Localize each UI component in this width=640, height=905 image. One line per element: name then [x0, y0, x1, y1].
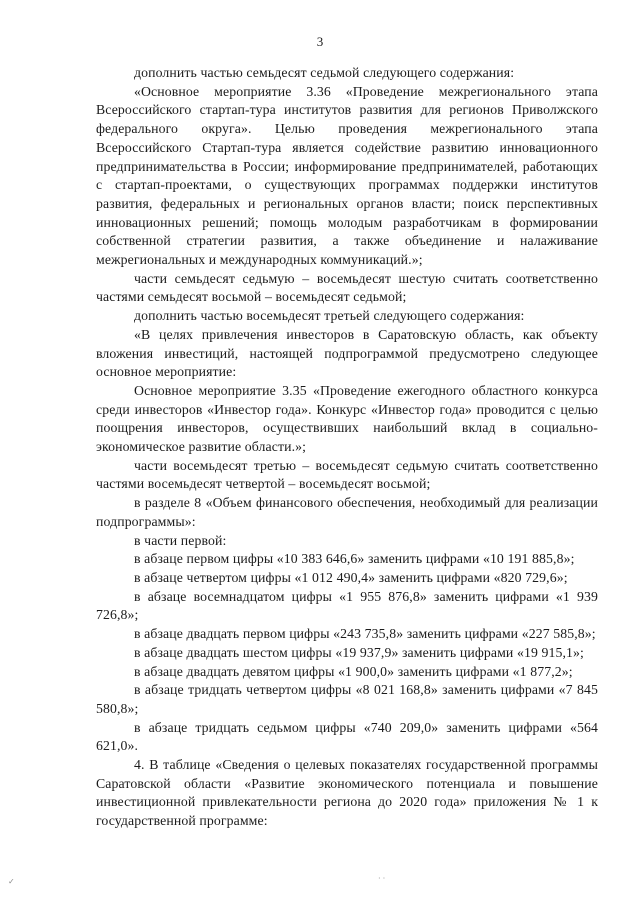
paragraph-amendment-29: в абзаце двадцать девятом цифры «1 900,0» заменить цифрами «1 877,2»; — [134, 663, 573, 679]
document-body — [96, 64, 598, 831]
paragraph-amendment-34: в абзаце тридцать четвертом цифры «8 021 168,8» заменить цифрами «7 845 580,8»; — [96, 682, 598, 716]
paragraph-measure-3-36: «Основное мероприятие 3.36 «Проведение межрегионального этапа Всероссийского стартап-тура институтов развития для регионов Приволжского федерального округа». Целью проведения межрегионального этапа Всероссийского Стартап-тура является содействие развитию инновационного предпринимательства в России; информирование предпринимателей, работающих с стартап-проектами, о существующих программах поддержки институтов развития, федеральных и региональных органов власти; поиск перспективных инновационных решений; помощь молодым разработчикам в формировании собственной стратегии развития, а также объединение и налаживание межрегиональных и международных коммуникаций.»; — [96, 83, 598, 268]
paragraph-amendment-37: в абзаце тридцать седьмом цифры «740 209,0» заменить цифрами «564 621,0». — [96, 719, 598, 754]
paragraph-investors-intro: «В целях привлечения инвесторов в Саратовскую область, как объекту вложения инвестиций, настоящей подпрограммой предусмотрено следующее основное мероприятие: — [96, 326, 598, 380]
paragraph-amendment-18: в абзаце восемнадцатом цифры «1 955 876,8» заменить цифрами «1 939 726,8»; — [96, 588, 598, 623]
paragraph-amendment-4: в абзаце четвертом цифры «1 012 490,4» заменить цифрами «820 729,6»; — [134, 569, 568, 585]
paragraph-addition-83: дополнить частью восемьдесят третьей следующего содержания: — [134, 308, 525, 324]
paragraph-table-4: 4. В таблице «Сведения о целевых показателях государственной программы Саратовской области «Развитие экономического потенциала и повышение инвестиционной привлекательности региона до 2020 года» приложения № 1 к государственной программе: — [96, 757, 598, 829]
paragraph-part-one: в части первой: — [134, 532, 227, 548]
paragraph-amendment-21: в абзаце двадцать первом цифры «243 735,8» заменить цифрами «227 585,8»; — [134, 626, 596, 642]
paragraph-renumber-77-86: части семьдесят седьмую – восемьдесят шестую считать соответственно частями семьдесят восьмой – восемьдесят седьмой; — [96, 270, 598, 305]
paragraph-section-8: в разделе 8 «Объем финансового обеспечения, необходимый для реализации подпрограммы»: — [96, 495, 598, 529]
scan-artifact-mark: ✓ — [8, 877, 15, 886]
paragraph-addition-77: дополнить частью семьдесят седьмой следующего содержания: — [134, 65, 515, 80]
paragraph-renumber-83-87: части восемьдесят третью – восемьдесят седьмую считать соответственно частями восемьдесят четвертой – восемьдесят восьмой; — [96, 457, 598, 492]
paragraph-measure-3-35: Основное мероприятие 3.35 «Проведение ежегодного областного конкурса среди инвесторов «Инвестор года». Конкурс «Инвестор года» проводится с целью поощрения инвесторов, осуществивших наибольший вклад в социально-экономическое развитие области.»; — [96, 382, 598, 455]
paragraph-amendment-1: в абзаце первом цифры «10 383 646,6» заменить цифрами «10 191 885,8»; — [134, 551, 575, 567]
paragraph-amendment-26: в абзаце двадцать шестом цифры «19 937,9» заменить цифрами «19 915,1»; — [134, 644, 584, 660]
page-number: 3 — [316, 34, 324, 49]
scan-artifact-dots: · · — [378, 874, 386, 883]
